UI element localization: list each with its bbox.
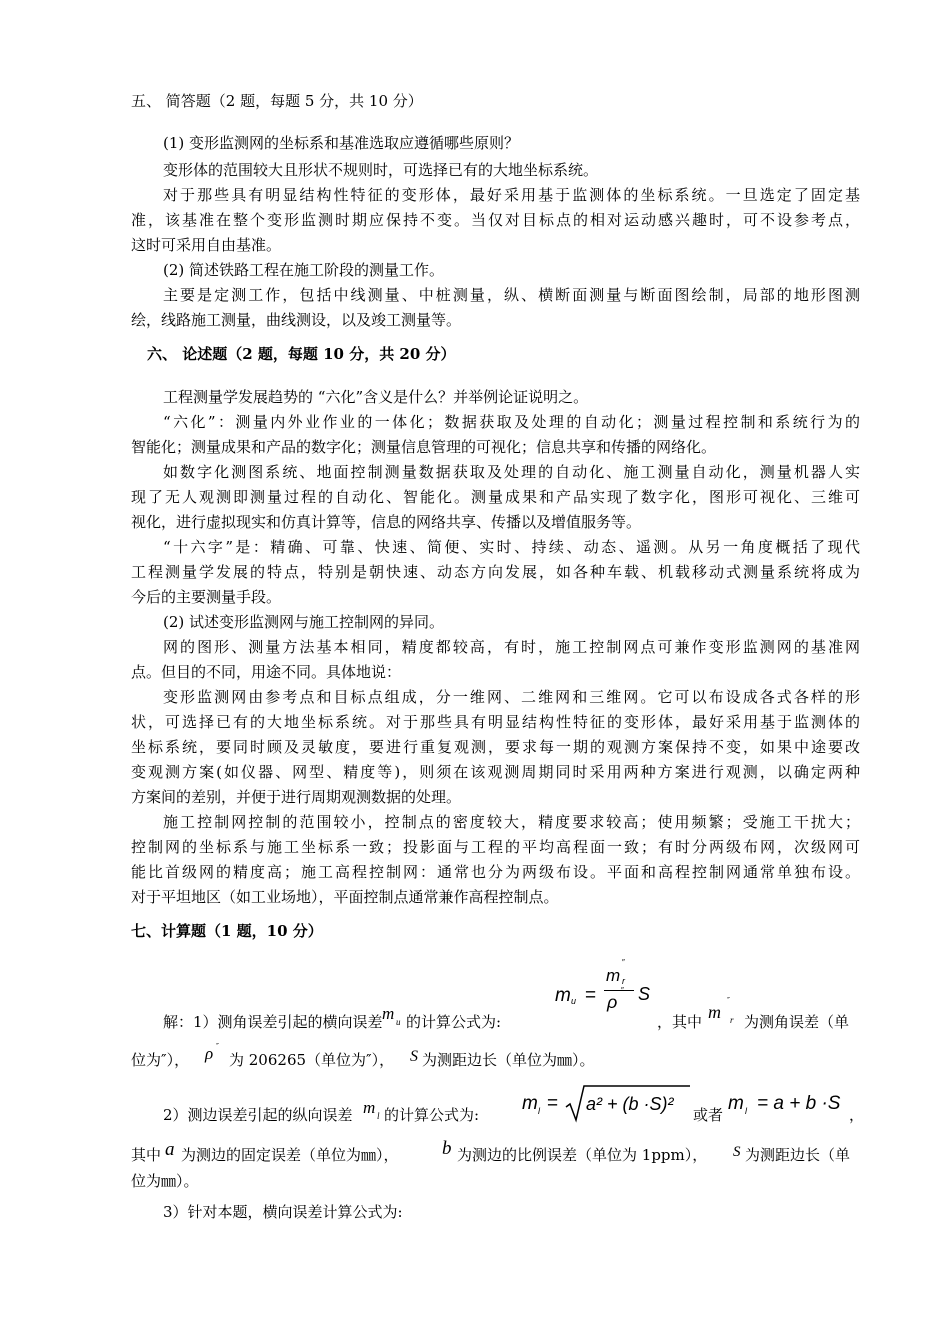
formula-rhs: = a + b ·S [757,1093,841,1114]
s7-text: 位为㎜）。 [131,1172,199,1190]
s6-paragraph-line: 今后的主要测量手段。 [131,588,282,606]
s5-answer-2-line: 绘，线路施工测量，曲线测设，以及竣工测量等。 [131,311,462,329]
s6-paragraph-line: 施工控制网控制的范围较小，控制点的密度较大，精度要求较高；使用频繁；受施工干扰大； [163,813,860,831]
s7-text: 3）针对本题，横向误差计算公式为: [163,1203,403,1221]
formula-symbol: S [733,1144,741,1160]
s7-text: 为 206265（单位为″）， [229,1051,395,1069]
s5-answer-1-line: 对于那些具有明显结构性特征的变形体，最好采用基于监测体的坐标系统。一旦选定了固定基 [163,186,860,204]
s7-text: 为测边的固定误差（单位为㎜）， [181,1146,399,1164]
formula-symbol: r [730,1015,734,1025]
s7-text: ， [849,1106,865,1124]
s6-paragraph-line: 现了无人观测即测量过程的自动化、智能化。测量成果和产品实现了数字化，图形可视化、三维可 [131,488,860,506]
s7-text: 为测边的比例误差（单位为 1ppm）， [457,1146,708,1164]
section7-heading: 七、计算题（1 题，10 分） [131,922,323,940]
formula-symbol: l [745,1106,747,1116]
s6-question-1: 工程测量学发展趋势的 “六化”含义是什么？并举例论证说明之。 [163,388,589,406]
formula-symbol: b [442,1138,452,1159]
s5-answer-2-line: 主要是定测工作，包括中线测量、中桩测量，纵、横断面测量与断面图绘制，局部的地形图测 [163,286,860,304]
formula-symbol: ″ [216,1042,219,1051]
s6-paragraph-line: 方案间的差别，并便于进行周期观测数据的处理。 [131,788,462,806]
s5-question-1: (1) 变形监测网的坐标系和基准选取应遵循哪些原则？ [163,134,520,152]
s6-paragraph-line: “六化”：测量内外业作业的一体化；数据获取及处理的自动化；测量过程控制和系统行为的 [163,413,860,431]
s7-text: 的计算公式为: [384,1106,480,1124]
formula-radicand: a² + (b ·S)² [586,1094,674,1114]
s6-question-2: (2) 试述变形监测网与施工控制网的异同。 [163,613,445,631]
formula-symbol: m [522,1093,538,1114]
formula-symbol: m [708,1002,721,1022]
s6-paragraph-line: 工程测量学发展的特点，特别是朝快速、动态方向发展，如各种车载、机载移动式测量系统将成为 [131,563,860,581]
formula-symbol: ρ [607,992,618,1012]
s5-answer-1-line: 这时可采用自由基准。 [131,236,282,254]
s7-text: ，其中 [657,1013,703,1031]
section6-heading: 六、 论述题（2 题，每题 10 分，共 20 分） [147,345,456,363]
formula-symbol: ″ [621,986,624,995]
s6-paragraph-line: 对于平坦地区（如工业场地），平面控制点通常兼作高程控制点。 [131,888,559,906]
formula-symbol: ″ [622,958,625,967]
s6-paragraph-line: 能比首级网的精度高；施工高程控制网：通常也分为两级布设。平面和高程控制网通常单独布设。 [131,863,860,881]
formula-symbol: S [638,984,651,1004]
s7-text: 或者 [693,1106,724,1124]
formula-symbol: l [538,1106,540,1116]
s7-text: 为测距边长（单 [745,1146,851,1164]
formula-symbol: m [382,1004,395,1023]
s6-paragraph-line: 视化，进行虚拟现实和仿真计算等，信息的网络共享、传播以及增值服务等。 [131,513,642,531]
section5-heading: 五、 简答题（2 题，每题 5 分，共 10 分） [131,92,423,110]
s6-paragraph-line: 变观测方案(如仪器、网型、精度等)，则须在该观测周期同时采用两种方案进行观测，以确定两种 [131,763,860,781]
s7-text: 为测距边长（单位为㎜）。 [422,1051,595,1069]
s5-question-2: (2) 简述铁路工程在施工阶段的测量工作。 [163,261,445,279]
formula-equals: = [585,985,597,1006]
s6-paragraph-line: 状，可选择已有的大地坐标系统。对于那些具有明显结构性特征的变形体，最好采用基于监测体的 [131,713,860,731]
formula-symbol: m [606,966,621,985]
s6-paragraph-line: 如数字化测图系统、地面控制测量数据获取及处理的自动化、施工测量自动化，测量机器人实 [163,463,860,481]
s6-paragraph-line: 智能化；测量成果和产品的数字化；测量信息管理的可视化；信息共享和传播的网络化。 [131,438,717,456]
s7-text: 的计算公式为: [406,1013,502,1031]
formula-equals: = [547,1093,559,1114]
formula-symbol: a [165,1139,175,1160]
formula-symbol: u [396,1017,401,1027]
s6-paragraph-line: 坐标系统，要同时顾及灵敏度，要进行重复观测，要求每一期的观测方案保持不变，如果中途要改 [131,738,860,756]
s7-text: 位为″）， [131,1051,190,1069]
s5-answer-1-line: 变形体的范围较大且形状不规则时，可选择已有的大地坐标系统。 [163,161,599,179]
formula-symbol: S [410,1048,418,1065]
formula-symbol: l [377,1111,380,1121]
s5-answer-1-line: 准，该基准在整个变形监测时期应保持不变。当仅对目标点的相对运动感兴趣时，可不设参考点， [131,211,860,229]
formula-symbol: m [555,985,571,1006]
formula-symbol: m [363,1098,376,1117]
formula-symbol: u [571,996,577,1006]
s7-text: 其中 [131,1146,162,1164]
s6-paragraph-line: 控制网的坐标系与施工坐标系一致；投影面与工程的平均高程面一致；有时分两级布网，次级网可 [131,838,860,856]
formula-symbol: ρ [205,1044,214,1063]
formula-symbol: r [622,976,625,986]
s6-paragraph-line: 变形监测网由参考点和目标点组成，分一维网、二维网和三维网。它可以布设成各式各样的形 [163,688,860,706]
s6-paragraph-line: 网的图形、测量方法基本相同，精度都较高，有时，施工控制网点可兼作变形监测网的基准网 [163,638,860,656]
s7-text: 2）测边误差引起的纵向误差 [163,1106,353,1124]
s6-paragraph-line: “十六字”是：精确、可靠、快速、简便、实时、持续、动态、遥测。从另一角度概括了现代 [163,538,860,556]
formula-symbol: m [728,1093,744,1114]
fraction-bar [604,990,634,991]
s7-text: 为测角误差（单 [744,1013,850,1031]
s7-text: 解：1）测角误差引起的横向误差 [163,1013,383,1031]
s6-paragraph-line: 点。但目的不同，用途不同。具体地说： [131,663,402,681]
formula-symbol: ″ [727,996,730,1005]
